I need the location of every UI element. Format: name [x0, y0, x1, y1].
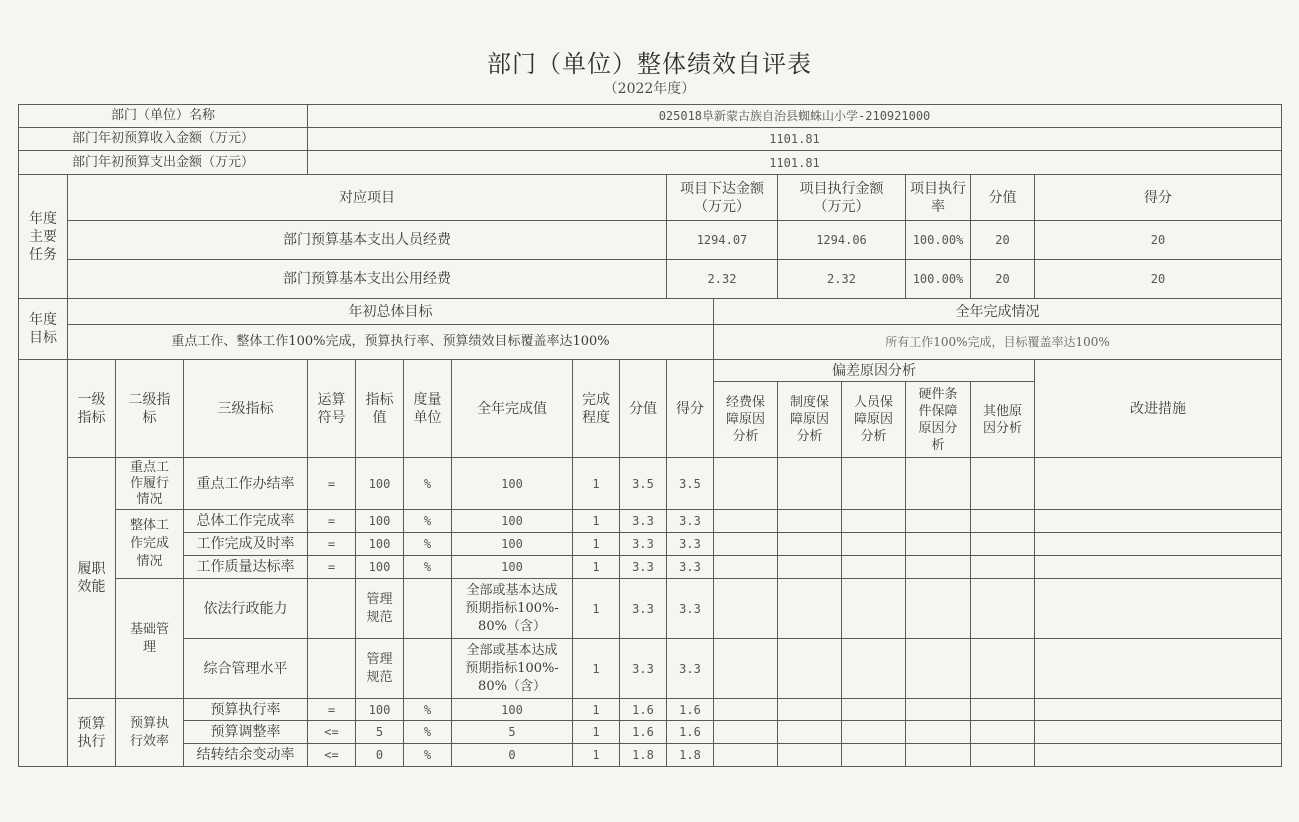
task-rate: 100.00%	[906, 221, 971, 260]
level3-indicator: 综合管理水平	[184, 639, 308, 699]
deviation-cell	[714, 510, 778, 533]
unit: %	[404, 721, 452, 744]
indicator-header-l1: 一级 指标	[68, 360, 116, 458]
tasks-header-allocated: 项目下达金额 （万元）	[667, 175, 778, 221]
deviation-cell	[778, 639, 842, 699]
deviation-cell	[906, 556, 971, 579]
score: 3.3	[620, 533, 667, 556]
indicator-header-op: 运算 符号	[308, 360, 356, 458]
deviation-cell	[842, 639, 906, 699]
indicator-side-blank	[19, 360, 68, 767]
score: 3.3	[620, 510, 667, 533]
page-subtitle: （2022年度）	[603, 81, 696, 97]
indicator-header-unit: 度量 单位	[404, 360, 452, 458]
task-got: 20	[1035, 260, 1282, 299]
expense-value: 1101.81	[308, 151, 1282, 175]
indicator-header-done: 全年完成值	[452, 360, 573, 458]
completion-degree: 1	[573, 579, 620, 639]
annual-goals-label: 年度 目标	[19, 299, 68, 360]
deviation-cell	[906, 510, 971, 533]
deviation-cell	[714, 556, 778, 579]
deviation-cell	[842, 721, 906, 744]
task-score: 20	[971, 260, 1035, 299]
deviation-cell	[906, 699, 971, 721]
got-score: 3.3	[667, 510, 714, 533]
completed-value: 0	[452, 744, 573, 767]
indicator-header-score: 分值	[620, 360, 667, 458]
annual-tasks-label: 年度 主要 任务	[19, 175, 68, 299]
unit	[404, 579, 452, 639]
deviation-cell	[971, 744, 1035, 767]
goals-initial-header: 年初总体目标	[68, 299, 714, 325]
completed-value: 100	[452, 556, 573, 579]
level3-indicator: 重点工作办结率	[184, 458, 308, 510]
deviation-cell	[842, 556, 906, 579]
completed-value: 100	[452, 458, 573, 510]
expense-label: 部门年初预算支出金额（万元）	[19, 151, 308, 175]
income-label: 部门年初预算收入金额（万元）	[19, 128, 308, 151]
completed-value: 100	[452, 510, 573, 533]
deviation-cell	[971, 721, 1035, 744]
deviation-cell	[714, 533, 778, 556]
deviation-cell	[842, 533, 906, 556]
improve-cell	[1035, 510, 1282, 533]
deviation-cell	[778, 721, 842, 744]
improve-cell	[1035, 458, 1282, 510]
task-executed: 1294.06	[778, 221, 906, 260]
completion-degree: 1	[573, 639, 620, 699]
got-score: 3.3	[667, 533, 714, 556]
deviation-cell	[971, 458, 1035, 510]
got-score: 3.5	[667, 458, 714, 510]
improve-cell	[1035, 579, 1282, 639]
deviation-cell	[971, 556, 1035, 579]
improve-cell	[1035, 533, 1282, 556]
deviation-cell	[842, 579, 906, 639]
task-project: 部门预算基本支出人员经费	[68, 221, 667, 260]
unit: %	[404, 458, 452, 510]
got-score: 1.8	[667, 744, 714, 767]
level2-basic-mgmt: 基础管 理	[116, 579, 184, 699]
got-score: 3.3	[667, 639, 714, 699]
indicator-header-l2: 二级指 标	[116, 360, 184, 458]
deviation-cell	[714, 744, 778, 767]
unit	[404, 639, 452, 699]
tasks-header-project: 对应项目	[68, 175, 667, 221]
completion-degree: 1	[573, 556, 620, 579]
operator: =	[308, 556, 356, 579]
improve-cell	[1035, 639, 1282, 699]
deviation-cell	[778, 579, 842, 639]
unit: %	[404, 510, 452, 533]
task-got: 20	[1035, 221, 1282, 260]
got-score: 1.6	[667, 721, 714, 744]
deviation-cell	[714, 458, 778, 510]
level2-key-work: 重点工 作履行 情况	[116, 458, 184, 510]
completed-value: 100	[452, 699, 573, 721]
tasks-header-rate: 项目执行率	[906, 175, 971, 221]
deviation-cell	[906, 744, 971, 767]
deviation-cell	[906, 533, 971, 556]
deviation-col-1: 制度保 障原因 分析	[778, 382, 842, 458]
completion-degree: 1	[573, 721, 620, 744]
level2-budget-efficiency: 预算执 行效率	[116, 699, 184, 767]
level1-performance: 履职 效能	[68, 458, 116, 699]
goals-final-header: 全年完成情况	[714, 299, 1282, 325]
unit-name-label: 部门（单位）名称	[19, 105, 308, 128]
target-value: 100	[356, 510, 404, 533]
operator: =	[308, 699, 356, 721]
deviation-cell	[906, 458, 971, 510]
target-value: 5	[356, 721, 404, 744]
target-value: 100	[356, 533, 404, 556]
operator	[308, 639, 356, 699]
completed-value: 5	[452, 721, 573, 744]
operator	[308, 579, 356, 639]
indicator-header-val: 指标 值	[356, 360, 404, 458]
improve-cell	[1035, 744, 1282, 767]
deviation-cell	[778, 556, 842, 579]
target-value: 100	[356, 458, 404, 510]
deviation-col-4: 其他原 因分析	[971, 382, 1035, 458]
deviation-cell	[906, 639, 971, 699]
unit-name-value: 025018阜新蒙古族自治县蜘蛛山小学-210921000	[308, 105, 1282, 128]
tasks-header-score: 分值	[971, 175, 1035, 221]
deviation-cell	[971, 510, 1035, 533]
level3-indicator: 工作质量达标率	[184, 556, 308, 579]
income-value: 1101.81	[308, 128, 1282, 151]
deviation-cell	[778, 744, 842, 767]
deviation-cell	[971, 533, 1035, 556]
target-value: 100	[356, 699, 404, 721]
score: 3.5	[620, 458, 667, 510]
task-rate: 100.00%	[906, 260, 971, 299]
score: 1.6	[620, 699, 667, 721]
completion-degree: 1	[573, 510, 620, 533]
deviation-cell	[778, 699, 842, 721]
score: 3.3	[620, 556, 667, 579]
score: 3.3	[620, 579, 667, 639]
level2-overall-work: 整体工 作完成 情况	[116, 510, 184, 579]
target-value: 0	[356, 744, 404, 767]
deviation-cell	[842, 699, 906, 721]
deviation-cell	[714, 579, 778, 639]
deviation-col-0: 经费保 障原因 分析	[714, 382, 778, 458]
task-allocated: 2.32	[667, 260, 778, 299]
target-value: 管理 规范	[356, 579, 404, 639]
completed-value: 100	[452, 533, 573, 556]
deviation-cell	[906, 579, 971, 639]
improve-cell	[1035, 699, 1282, 721]
deviation-cell	[906, 721, 971, 744]
improve-header: 改进措施	[1035, 360, 1282, 458]
operator: <=	[308, 744, 356, 767]
deviation-cell	[842, 458, 906, 510]
operator: =	[308, 458, 356, 510]
got-score: 1.6	[667, 699, 714, 721]
completion-degree: 1	[573, 744, 620, 767]
level3-indicator: 依法行政能力	[184, 579, 308, 639]
got-score: 3.3	[667, 556, 714, 579]
unit: %	[404, 744, 452, 767]
tasks-header-got: 得分	[1035, 175, 1282, 221]
improve-cell	[1035, 721, 1282, 744]
deviation-cell	[842, 510, 906, 533]
unit: %	[404, 699, 452, 721]
unit: %	[404, 533, 452, 556]
level3-indicator: 工作完成及时率	[184, 533, 308, 556]
deviation-col-2: 人员保 障原因 分析	[842, 382, 906, 458]
indicator-header-l3: 三级指标	[184, 360, 308, 458]
level3-indicator: 结转结余变动率	[184, 744, 308, 767]
completed-value: 全部或基本达成 预期指标100%- 80%（含）	[452, 639, 573, 699]
operator: =	[308, 510, 356, 533]
indicator-header-deg: 完成 程度	[573, 360, 620, 458]
unit: %	[404, 556, 452, 579]
tasks-header-executed: 项目执行金额 （万元）	[778, 175, 906, 221]
completed-value: 全部或基本达成 预期指标100%- 80%（含）	[452, 579, 573, 639]
completion-degree: 1	[573, 699, 620, 721]
deviation-cell	[971, 699, 1035, 721]
completion-degree: 1	[573, 533, 620, 556]
task-project: 部门预算基本支出公用经费	[68, 260, 667, 299]
score: 1.6	[620, 721, 667, 744]
level1-budget: 预算 执行	[68, 699, 116, 767]
target-value: 100	[356, 556, 404, 579]
level3-indicator: 总体工作完成率	[184, 510, 308, 533]
deviation-cell	[778, 458, 842, 510]
goals-initial-text: 重点工作、整体工作100%完成，预算执行率、预算绩效目标覆盖率达100%	[68, 325, 714, 360]
score: 3.3	[620, 639, 667, 699]
deviation-cell	[714, 699, 778, 721]
operator: <=	[308, 721, 356, 744]
task-allocated: 1294.07	[667, 221, 778, 260]
target-value: 管理 规范	[356, 639, 404, 699]
deviation-cell	[714, 721, 778, 744]
operator: =	[308, 533, 356, 556]
deviation-cell	[842, 744, 906, 767]
deviation-col-3: 硬件条 件保障 原因分 析	[906, 382, 971, 458]
deviation-cell	[778, 510, 842, 533]
task-executed: 2.32	[778, 260, 906, 299]
goals-final-text: 所有工作100%完成，目标覆盖率达100%	[714, 325, 1282, 360]
deviation-cell	[778, 533, 842, 556]
evaluation-table	[18, 104, 1282, 767]
page-title: 部门（单位）整体绩效自评表	[487, 50, 812, 78]
deviation-header: 偏差原因分析	[714, 360, 1035, 382]
level3-indicator: 预算调整率	[184, 721, 308, 744]
got-score: 3.3	[667, 579, 714, 639]
level3-indicator: 预算执行率	[184, 699, 308, 721]
indicator-header-got: 得分	[667, 360, 714, 458]
deviation-cell	[971, 639, 1035, 699]
score: 1.8	[620, 744, 667, 767]
deviation-cell	[971, 579, 1035, 639]
task-score: 20	[971, 221, 1035, 260]
deviation-cell	[714, 639, 778, 699]
improve-cell	[1035, 556, 1282, 579]
completion-degree: 1	[573, 458, 620, 510]
